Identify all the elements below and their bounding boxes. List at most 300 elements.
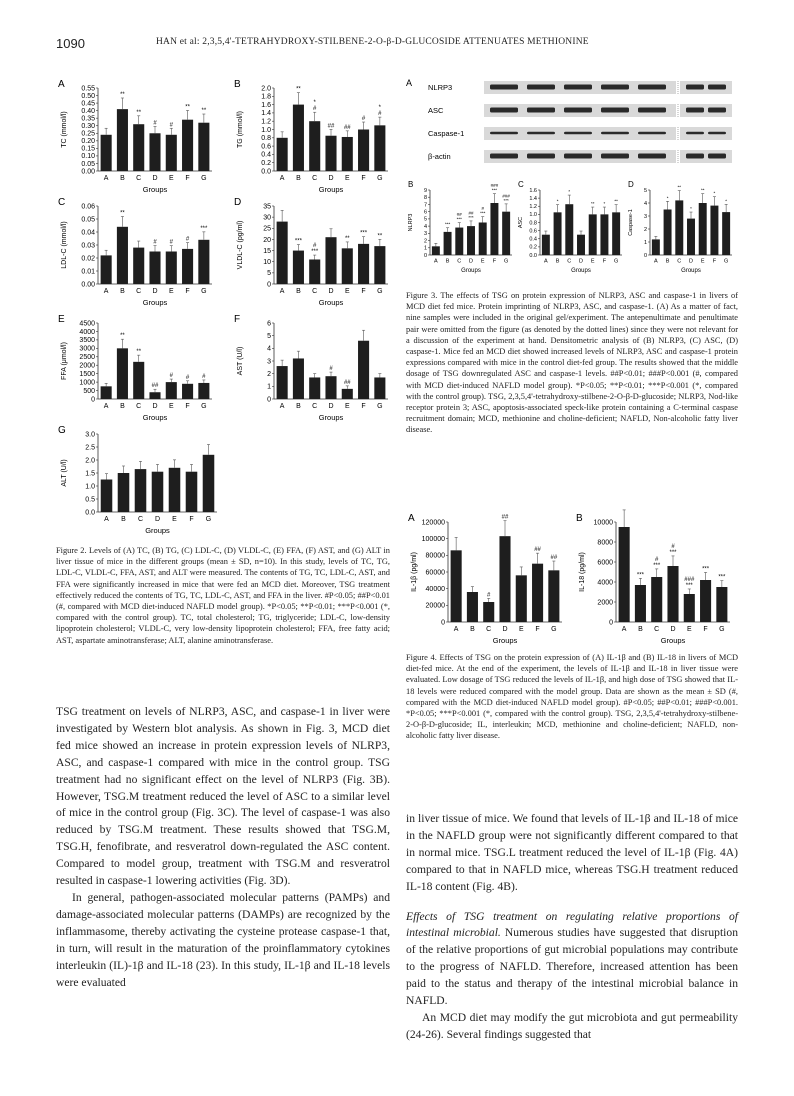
protein-band: [527, 132, 555, 135]
y-tick-label: 9: [423, 187, 427, 194]
bar: [684, 594, 695, 622]
y-tick-label: 1.0: [85, 483, 95, 491]
x-axis-label: Groups: [660, 636, 686, 645]
chart-svg: [516, 178, 626, 273]
x-tick-label: E: [344, 403, 350, 410]
protein-band: [708, 108, 726, 113]
bar: [455, 228, 463, 255]
x-tick-label: B: [470, 626, 475, 633]
y-tick-label: 10: [263, 259, 271, 267]
paragraph: In general, pathogen-associated molecular patterns (PAMPs) and damage-associated molecular patterns (DAMPs) are recognized by the inflammasome, thereby activating the cysteine protease caspase-1 that, in turn, will result in the maturation of the proinflammatory cytokines interleukin (IL)-1β and IL-18 (23). In this study, IL-1β and IL-18 levels were evaluated: [56, 890, 390, 989]
significance-mark: **: [136, 349, 142, 356]
panel-letter: C: [518, 180, 524, 189]
panel-letter: B: [576, 513, 583, 524]
bar: [374, 125, 385, 171]
bar: [101, 255, 112, 284]
x-tick-label: B: [120, 175, 125, 182]
bar: [700, 580, 711, 622]
x-tick-label: G: [551, 626, 557, 633]
y-tick-label: 2: [423, 238, 427, 245]
significance-mark: *: [713, 190, 716, 196]
significance-mark: *: [603, 201, 606, 207]
bar: [600, 214, 608, 255]
panel-letter: B: [408, 180, 414, 189]
bar: [548, 570, 559, 622]
bar: [589, 214, 597, 255]
y-tick-label: 8000: [597, 539, 613, 547]
bar: [135, 469, 147, 512]
bar: [182, 120, 193, 171]
bar: [612, 212, 620, 255]
y-tick-label: 80000: [425, 552, 445, 560]
x-tick-label: F: [361, 403, 366, 410]
y-tick-label: 5: [267, 270, 271, 278]
significance-mark: #: [487, 592, 491, 599]
y-tick-label: 4500: [79, 320, 95, 328]
y-tick-label: 4: [643, 200, 647, 207]
paragraph: TSG treatment on levels of NLRP3, ASC, and caspase-1 in liver were investigated by Western blot analysis. As shown in Fig. 3, MCD diet fed mice showed an increase in protein expression levels of NLRP3, ASC, and caspase-1 compared with mice in the control group. TSG treatment had no significant effect on the level of NLRP3 (Fig. 3B). However, TSG.M treatment reduced the level of ASC to a similar level of mice in the control group (Fig. 3C). The level of caspase-1 was also reduced by TSG.M treatment. These results showed that TSG.M, TSG.H, fenofibrate, and resveratrol down-regulated the ASC content. Compared to model group, treatment with TSG.M and resveratrol resulted in caspase-1 lowering activities (Fig. 3D).: [56, 705, 390, 888]
protein-band: [708, 132, 726, 135]
protein-band: [708, 154, 726, 159]
significance-mark: #: [313, 243, 317, 250]
x-axis-label: Groups: [318, 298, 344, 307]
y-tick-label: 0.0: [85, 509, 95, 517]
x-tick-label: G: [377, 403, 383, 410]
y-tick-label: 2: [267, 371, 271, 378]
fig2-panel-d: [232, 196, 392, 306]
fig3-caption: Figure 3. The effects of TSG on protein expression of NLRP3, ASC and caspase-1 in livers of MCD diet fed mice. Protein imprinting of NLRP3, ASC, and caspase-1. (A) As a matter of fact, nine samples were included in the original gel/experiment. The antepenultimate and penultimate pair were omitted from the figure (as denoted by the dotted lines) since they were not relevant for a discussion of the experiment at hand. Densitometric analysis of (B) NLRP3, (C) ASC, (D) caspase-1. Mice fed an MCD diet showed increased levels of NLRP3, ASC and caspase-1 protein expressions compared with mice in the control diet-fed group. The results showed that the middle dosage of TSG downregulated ASC and caspase-1 levels. ##P<0.01; ###P<0.001 (#, compared with MCD diet-induced NAFLD model group). *P<0.05; **P<0.01; ***P<0.001 (*, compared with the control group). TSG, 2,3,5,4'-tetrahydroxy-stilbene-2-O-β-D-glucoside; NLRP3, Nod-like receptor protein 3; ASC, apoptosis-associated speck-like protein containing a C-terminal caspase recruitment domain; MCD, methionine and choline-deficient; NAFLD, Non-alcoholic fatty liver disease.: [406, 291, 738, 435]
x-tick-label: F: [189, 516, 194, 523]
significance-mark: *: [690, 206, 692, 212]
x-axis-label: Groups: [492, 636, 518, 645]
bar: [490, 203, 498, 255]
significance-mark: #: [378, 111, 382, 118]
y-tick-label: 6000: [597, 559, 613, 567]
panel-letter: A: [58, 79, 65, 90]
significance-mark: **: [120, 210, 125, 217]
y-tick-label: 6: [423, 209, 427, 216]
y-tick-label: 10000: [593, 519, 613, 527]
x-tick-label: C: [312, 288, 318, 295]
x-tick-label: C: [137, 516, 144, 523]
x-tick-label: F: [535, 626, 540, 633]
significance-mark: *: [666, 195, 669, 201]
panel-letter: F: [234, 314, 241, 325]
x-tick-label: E: [700, 258, 705, 265]
significance-mark: #: [169, 239, 173, 246]
y-axis-label: IL-18 (pg/ml): [579, 552, 586, 592]
y-tick-label: 20000: [425, 602, 445, 610]
bar: [483, 602, 494, 622]
y-tick-label: 60000: [425, 569, 445, 577]
bar: [117, 348, 128, 399]
y-tick-label: 1.0: [529, 212, 537, 219]
bar: [277, 366, 288, 399]
y-tick-label: 30: [263, 214, 271, 222]
paragraph: in liver tissue of mice. We found that levels of IL-1β and IL-18 of mice in the NAFLD group were not significantly different compared to that in normal mice. TSG.L treatment reduced the level of IL-1β (Fig. 4A) compared to that in NAFLD mice, whereas TSG.H treatment reduced IL-18 content (Fig. 4B).: [406, 812, 738, 893]
section-paragraph: [406, 909, 738, 1010]
protein-band: [490, 85, 518, 90]
significance-mark: ***: [491, 187, 498, 193]
y-tick-label: 0.04: [81, 229, 95, 237]
y-tick-label: 2000: [79, 362, 95, 370]
x-axis-label: Groups: [145, 526, 170, 535]
bar: [198, 383, 209, 399]
y-tick-label: 0.4: [529, 236, 537, 243]
significance-mark: **: [185, 104, 190, 111]
bar: [432, 246, 440, 255]
panel-letter: D: [628, 180, 634, 189]
bar: [133, 124, 144, 171]
significance-mark: #: [202, 373, 206, 380]
y-tick-label: 2.5: [85, 444, 95, 452]
blot-image: [406, 78, 736, 172]
y-tick-label: 8: [423, 195, 427, 202]
x-tick-label: D: [152, 403, 158, 410]
bar: [293, 251, 304, 284]
bar: [325, 136, 336, 171]
y-tick-label: 7: [423, 202, 427, 209]
chart-svg: [56, 196, 216, 306]
x-axis-label: Groups: [318, 413, 344, 422]
y-axis-label: VLDL-C (pg/ml): [237, 220, 244, 270]
y-tick-label: 0: [423, 252, 427, 259]
significance-mark: ***: [200, 225, 208, 232]
y-tick-label: 0.30: [81, 123, 95, 131]
x-tick-label: G: [719, 626, 725, 633]
y-tick-label: 5: [423, 216, 427, 223]
y-tick-label: 100000: [421, 536, 445, 543]
y-axis-label: AST (U/l): [237, 346, 244, 376]
y-tick-label: 0.5: [85, 496, 95, 504]
significance-mark: #: [169, 373, 173, 380]
bar: [118, 473, 130, 512]
y-tick-label: 0.25: [81, 130, 95, 138]
x-tick-label: A: [279, 175, 285, 182]
protein-band: [527, 108, 555, 113]
x-tick-label: A: [103, 175, 109, 182]
x-tick-label: C: [312, 175, 318, 182]
x-tick-label: G: [377, 175, 383, 182]
x-tick-label: D: [670, 626, 676, 633]
x-tick-label: D: [328, 288, 334, 295]
y-tick-label: 4000: [79, 328, 95, 336]
x-tick-label: G: [614, 258, 619, 265]
bar: [152, 472, 164, 512]
y-tick-label: 0.2: [529, 244, 537, 251]
y-tick-label: 0: [643, 252, 647, 259]
x-tick-label: B: [555, 258, 560, 265]
bar: [166, 135, 177, 171]
significance-mark: ***: [311, 249, 319, 256]
running-title: HAN et al: 2,3,5,4'-TETRAHYDROXY-STILBENE-2-O-β-D-GLUCOSIDE ATTENUATES METHIONINE: [156, 37, 589, 47]
x-tick-label: G: [201, 175, 207, 182]
x-tick-label: E: [686, 626, 692, 633]
chart-svg: [56, 78, 216, 193]
x-tick-label: E: [344, 175, 350, 182]
significance-mark: *: [378, 105, 382, 112]
bar: [499, 536, 510, 622]
protein-band: [564, 154, 592, 159]
y-tick-label: 0.0: [261, 168, 271, 176]
fig2-caption: Figure 2. Levels of (A) TC, (B) TG, (C) LDL-C, (D) VLDL-C, (E) FFA, (F) AST, and (G) ALT in liver tissue of mice in the different groups (mean ± SD, n=10). In this study, levels of TC, TG, LDL-C, VLDL-C, FFA, AST, and ALT were measured. The contents of TG, TC, LDL-C, AST, and FFA were significantly increased in mice that were fed an MCD diet. Moreover, TSG treatment effectively reduced the contents of TG, TC, LDL-C, AST, and FFA in the liver. #P<0.05; ##P<0.01 (#, compared with MCD diet-induced NAFLD model group). *P<0.05; **P<0.01; ***P<0.001 (*, compared with the control group). TC, total cholesterol; TG, triglyceride; LDL-C, low-density lipoprotein cholesterol; VLDL-C, very low-density lipoprotein cholesterol; FFA, free fatty acid; AST, aspartate aminotransferase; ALT, alanine aminotransferase.: [56, 546, 390, 645]
y-tick-label: 0.10: [81, 153, 95, 161]
y-tick-label: 0.00: [81, 168, 95, 176]
fig4-caption: Figure 4. Effects of TSG on the protein expression of (A) IL-1β and (B) IL-18 in livers of MCD diet-fed mice. At the end of the experiment, the levels of IL-1β and IL-18 in liver tissue were evaluated. Low dosage of TSG reduced the levels of IL-1β, and high dose of TSG showed that IL-18 levels were reduced compared with the model group. Data are shown as the mean ± SD (#, compared with the MCD diet-induced NAFLD model group). #P<0.05; ##P<0.01; ###P<0.001. *P<0.05; ***P<0.001 (*, compared with the control group). TSG, 2,3,5,4'-tetrahydroxy-stilbene-2-O-β-D-glucoside; IL, interleukin; MCD, methionine and choline-deficient; NAFLD, non-alcoholic fatty liver disease.: [406, 653, 738, 741]
significance-mark: #: [313, 106, 317, 113]
fig4-panel-a: [406, 512, 566, 644]
bar: [358, 341, 369, 399]
x-tick-label: D: [579, 258, 583, 265]
bar: [325, 376, 336, 399]
fig4-panel-b: [574, 512, 734, 644]
significance-mark: ***: [669, 549, 677, 556]
y-tick-label: 1.4: [261, 110, 271, 118]
significance-mark: **: [136, 109, 142, 116]
protein-band: [638, 132, 666, 135]
protein-band: [686, 108, 704, 113]
significance-mark: **: [590, 201, 595, 207]
blot-row-label: ASC: [428, 106, 444, 115]
significance-mark: ***: [294, 238, 302, 245]
significance-mark: #: [655, 556, 659, 563]
y-axis-label: FFA (μmol/l): [61, 342, 68, 380]
blot-row-label: NLRP3: [428, 83, 453, 92]
x-tick-label: C: [136, 175, 142, 182]
x-tick-label: C: [677, 258, 682, 265]
fig3-panel-b: [406, 178, 516, 273]
bar: [710, 206, 718, 255]
y-tick-label: 0: [441, 619, 445, 627]
bar: [182, 249, 193, 284]
x-tick-label: F: [361, 175, 366, 182]
bar: [293, 105, 304, 171]
x-axis-label: Groups: [142, 298, 168, 307]
x-tick-label: D: [328, 175, 334, 182]
x-tick-label: B: [638, 626, 643, 633]
x-tick-label: B: [121, 516, 126, 523]
y-tick-label: 1000: [79, 379, 95, 387]
x-tick-label: A: [654, 258, 658, 265]
bar: [635, 585, 646, 622]
y-tick-label: 0.00: [81, 281, 95, 289]
bar: [198, 123, 209, 171]
significance-mark: ***: [685, 582, 693, 589]
y-tick-label: 1: [643, 239, 647, 246]
y-tick-label: 0.05: [81, 160, 95, 168]
fig2-panel-c: [56, 196, 216, 306]
y-tick-label: 3: [267, 358, 271, 366]
blot-row-label: Caspase-1: [428, 129, 465, 138]
y-tick-label: 0.40: [81, 107, 95, 115]
x-tick-label: F: [361, 288, 366, 295]
x-tick-label: F: [492, 258, 497, 265]
right-column-text: [406, 811, 738, 1044]
chart-svg: [406, 178, 516, 273]
x-tick-label: A: [104, 516, 109, 523]
significance-mark: ***: [653, 562, 661, 569]
protein-band: [686, 85, 704, 90]
bar: [358, 130, 369, 172]
bar: [101, 480, 113, 513]
significance-mark: ***: [360, 230, 368, 237]
bar: [149, 392, 160, 399]
bar: [101, 135, 112, 171]
x-tick-label: B: [445, 258, 450, 265]
protein-band: [490, 132, 518, 135]
protein-band: [638, 108, 666, 113]
x-tick-label: C: [136, 403, 142, 410]
significance-mark: ###: [490, 183, 499, 189]
y-tick-label: 3: [423, 231, 427, 238]
x-tick-label: E: [480, 258, 485, 265]
y-tick-label: 35: [263, 203, 271, 211]
bar: [687, 219, 695, 255]
page-header: [56, 36, 746, 54]
significance-mark: ###: [502, 193, 510, 199]
x-tick-label: F: [185, 288, 190, 295]
x-tick-label: D: [502, 626, 508, 633]
significance-mark: #: [671, 543, 675, 550]
bar: [342, 389, 353, 399]
bar: [532, 564, 543, 622]
panel-letter: C: [58, 197, 66, 208]
y-tick-label: 0: [609, 619, 613, 627]
bar: [133, 248, 144, 284]
x-tick-label: C: [486, 626, 492, 633]
y-tick-label: 4: [423, 223, 427, 230]
significance-mark: ***: [503, 197, 509, 203]
protein-band: [638, 154, 666, 159]
significance-mark: #: [153, 239, 157, 246]
significance-mark: *: [556, 198, 559, 204]
significance-mark: **: [120, 333, 125, 340]
significance-mark: *: [568, 189, 571, 195]
chart-svg: [232, 313, 392, 421]
x-tick-label: A: [434, 258, 438, 265]
x-tick-label: D: [469, 258, 473, 265]
significance-mark: ##: [501, 514, 509, 521]
y-tick-label: 1500: [79, 371, 95, 378]
y-tick-label: 3: [643, 213, 647, 220]
bar: [101, 386, 112, 399]
protein-band: [638, 85, 666, 90]
significance-mark: **: [201, 108, 207, 115]
y-tick-label: 1: [267, 383, 271, 391]
bar: [277, 222, 288, 284]
fig2-panel-g: [56, 424, 221, 534]
bar: [203, 455, 215, 512]
y-tick-label: 1.2: [529, 204, 537, 211]
significance-mark: ##: [343, 379, 351, 386]
bar: [716, 587, 727, 622]
bar: [667, 566, 678, 622]
y-tick-label: 0.20: [81, 138, 95, 146]
fig2-panel-a: [56, 78, 216, 193]
bar: [374, 377, 385, 399]
y-tick-label: 2000: [597, 599, 613, 607]
bar: [467, 226, 475, 255]
x-tick-label: E: [172, 516, 177, 523]
bar: [293, 358, 304, 399]
bar: [309, 377, 320, 399]
y-tick-label: 0.06: [81, 203, 95, 211]
y-tick-label: 0.15: [81, 145, 95, 153]
bar: [169, 468, 181, 512]
y-tick-label: 4: [267, 345, 271, 353]
bar: [554, 212, 562, 255]
x-tick-label: A: [279, 403, 285, 410]
y-tick-label: 0.0: [529, 252, 537, 259]
significance-mark: ##: [456, 212, 462, 218]
y-axis-label: Caspase-1: [628, 209, 634, 236]
y-tick-label: 15: [263, 247, 271, 255]
y-tick-label: 20: [263, 236, 271, 244]
bar: [651, 577, 662, 622]
section-text: Numerous studies have suggested that disruption of the relative proportions of gut microbial populations may contribute to the progress of NAFLD. Therefore, increased attention has been paid to the status and therapy of the intestinal microbial balance in NAFLD.: [406, 926, 738, 1008]
bar: [277, 138, 288, 171]
x-tick-label: C: [136, 288, 142, 295]
significance-mark: ***: [480, 210, 486, 216]
x-tick-label: A: [544, 258, 548, 265]
y-tick-label: 3500: [79, 337, 95, 345]
bar: [722, 212, 730, 255]
panel-letter: B: [234, 79, 241, 90]
y-tick-label: 40000: [425, 586, 445, 593]
bar: [342, 137, 353, 171]
paragraph: An MCD diet may modify the gut microbiota and gut permeability (24-26). Several findings suggested that: [406, 1010, 738, 1041]
y-tick-label: 1.8: [261, 93, 271, 101]
significance-mark: #: [153, 120, 157, 127]
bar: [166, 382, 177, 399]
y-axis-label: ASC: [518, 216, 524, 229]
significance-mark: ##: [468, 210, 474, 216]
y-tick-label: 4000: [597, 579, 613, 587]
y-tick-label: 1.6: [261, 101, 271, 109]
x-tick-label: F: [185, 403, 190, 410]
significance-mark: ##: [534, 547, 541, 554]
y-tick-label: 500: [83, 387, 95, 395]
x-tick-label: B: [296, 403, 301, 410]
x-axis-label: Groups: [571, 268, 591, 274]
y-tick-label: 1.5: [85, 470, 95, 478]
y-tick-label: 6: [267, 320, 271, 328]
significance-mark: ***: [444, 221, 451, 227]
significance-mark: ##: [327, 123, 335, 130]
bar: [166, 252, 177, 285]
significance-mark: ***: [702, 566, 710, 573]
y-tick-label: 0.35: [81, 115, 95, 123]
x-tick-label: D: [154, 516, 161, 523]
significance-mark: #: [481, 206, 484, 212]
bar: [479, 223, 487, 256]
x-axis-label: Groups: [461, 268, 481, 274]
y-tick-label: 3.0: [85, 431, 95, 439]
bar: [565, 204, 573, 255]
western-blot: [406, 78, 736, 172]
protein-band: [490, 108, 518, 113]
protein-band: [564, 85, 592, 90]
x-tick-label: A: [103, 288, 109, 295]
x-tick-label: G: [201, 288, 207, 295]
x-tick-label: A: [453, 626, 459, 633]
x-tick-label: B: [120, 403, 125, 410]
significance-mark: **: [700, 187, 705, 193]
x-tick-label: F: [602, 258, 607, 265]
significance-mark: ***: [636, 572, 644, 579]
left-column-text: [56, 704, 390, 991]
bar: [675, 200, 683, 255]
